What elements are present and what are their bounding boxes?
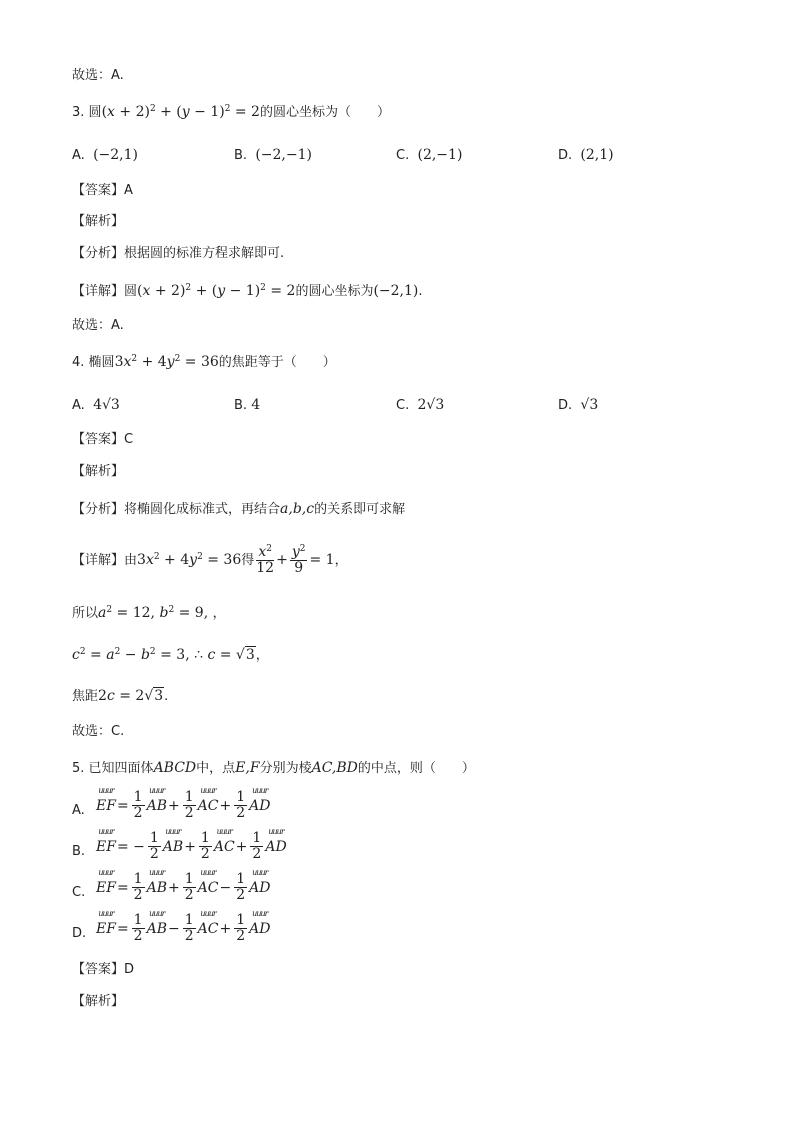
- q5-answer: 【答案】D: [72, 962, 135, 977]
- q3-option-d: D. (2,1): [558, 147, 614, 163]
- q3-stem: [72, 103, 390, 122]
- answer-tag: 【答案】: [72, 183, 125, 198]
- q4-analysis-tag: 【解析】: [72, 464, 125, 479]
- q4-line-ab: 所以$a^2 = 12$, $b^2 = 9$, ，: [72, 605, 226, 621]
- q4-detail-equation: $3x^2 + 4y^2 = 36$: [137, 552, 242, 568]
- q3-detail-equation: $(x + 2)^2 + (y - 1)^2 = 2$: [137, 283, 296, 299]
- q4-line-c: $c^2 = a^2 - b^2 = 3$, ∴ c = √3，: [72, 647, 269, 663]
- q4-ab-values: $a^2 = 12$, $b^2 = 9$,: [98, 605, 213, 621]
- q4-option-b: B. 4: [234, 397, 261, 413]
- q3-stem-pre: 圆: [88, 105, 102, 120]
- q5-stem: 5. 已知四面体ABCD中，点E,F分别为棱AC,BD的中点，则（ ）: [72, 760, 475, 776]
- q3-analysis-tag: 【解析】: [72, 214, 125, 229]
- q3-circle-equation: $(x + 2)^2 + (y - 1)^2 = 2$: [101, 104, 260, 120]
- q4-answer: 【答案】C: [72, 432, 134, 447]
- q4-conclusion: 故选：C.: [72, 724, 125, 739]
- q3-conclusion: 故选：A.: [72, 318, 124, 333]
- previous-conclusion: 故选：A.: [72, 68, 124, 83]
- q4-option-d: D. √3: [558, 397, 599, 413]
- q3-detail: 【详解】圆$(x + 2)^2 + (y - 1)^2 = 2$的圆心坐标为(−2,1).: [72, 283, 423, 299]
- q4-option-c: C. 2√3: [396, 397, 445, 413]
- q4-fenxi: 【分析】将椭圆化成标准式，再结合a,b,c的关系即可求解: [72, 501, 406, 517]
- q4-ellipse-equation: $3x^2 + 4y^2 = 36$: [114, 354, 219, 370]
- q3-answer: [72, 182, 133, 200]
- q4-focal-value: 2c = 2√3: [98, 688, 164, 704]
- q4-detail: 【详解】由$3x^2 + 4y^2 = 36$得 $\frac{x^2}{12}$ + $\frac{y^2}{9}$ = 1，: [72, 543, 348, 576]
- q5-analysis-tag: 【解析】: [72, 994, 125, 1009]
- q4-line-focal: 焦距2c = 2√3.: [72, 688, 169, 704]
- q3-option-c: C. (2,−1): [396, 147, 463, 163]
- q4-option-a: A. 4√3: [72, 397, 120, 413]
- q4-standard-form: $\frac{x^2}{12}$ + $\frac{y^2}{9}$ = 1: [256, 543, 335, 576]
- q3-option-b: B. (−2,−1): [234, 147, 312, 163]
- answer-value: A: [124, 183, 133, 198]
- q3-option-a: A. (−2,1): [72, 147, 138, 163]
- q3-number: 3.: [72, 105, 85, 120]
- q4-c-values: $c^2 = a^2 - b^2 = 3$, ∴ c = √3: [72, 647, 255, 663]
- q4-stem: 4. 椭圆$3x^2 + 4y^2 = 36$的焦距等于（ ）: [72, 354, 336, 370]
- q3-stem-post: 的圆心坐标为（ ）: [259, 105, 390, 120]
- q3-fenxi: 【分析】根据圆的标准方程求解即可.: [72, 246, 285, 261]
